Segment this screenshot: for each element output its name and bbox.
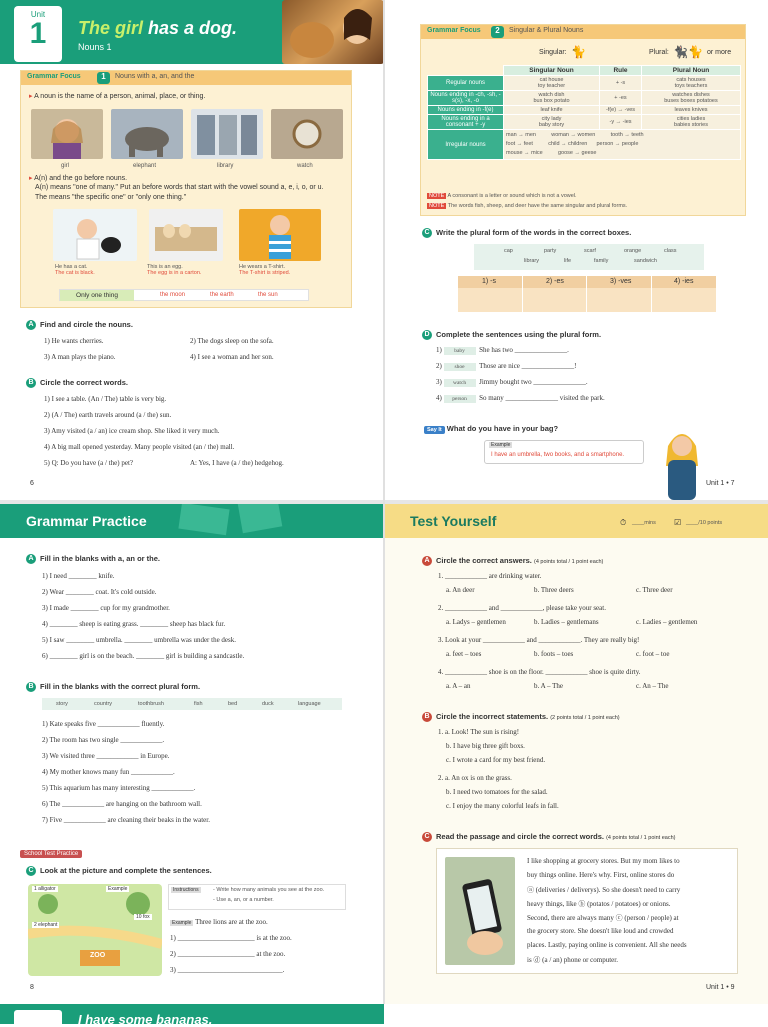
points-field: ____/10 points [686, 520, 723, 526]
practice-a-title: A Fill in the blanks with a, an or the. [26, 554, 160, 564]
unit-badge [14, 6, 62, 62]
caption-tshirt: He wears a T-shirt. The T-shirt is striped. [239, 264, 291, 276]
note-2: NOTE The words fish, sheep, and deer have the same singular and plural forms. [429, 203, 628, 209]
test-yourself-header [384, 504, 768, 538]
page-number: Unit 1 • 7 [706, 480, 735, 487]
next-page-right [384, 1004, 768, 1024]
exercise-d-item: 3) watch Jimmy bought two _______________. [436, 378, 588, 386]
boy-tshirt-image [239, 209, 321, 261]
exercise-a-item: 3) A man plays the piano. [44, 353, 116, 361]
test-a-option[interactable]: a. Ladys – gentlemen [446, 618, 506, 626]
article-rule-1: ▸ A(n) and the go before nouns. [29, 175, 128, 182]
exercise-a-item: 4) I see a woman and her son. [190, 353, 274, 361]
practice-b-item: 7) Five ____________ are cleaning their beaks in the water. [42, 816, 210, 824]
test-c-title: C Read the passage and circle the correct words. (4 points total / 1 point each) [422, 832, 675, 842]
caption-library: library [217, 163, 234, 169]
test-a-option[interactable]: c. Ladies – gentlemen [636, 618, 698, 626]
exercise-b-item: 1) I see a table. (An / The) table is very big. [44, 395, 167, 403]
test-a-option[interactable]: b. foots – toes [534, 650, 574, 658]
exercise-b-item: 4) A big mall opened yesterday. Many people visited (an / the) mall. [44, 443, 235, 451]
plural-rules-table: Singular Noun Rule Plural Noun Regular nouns cat house toy teacher + -s cats houses toys teachers Nouns ending in -ch, -sh, -s(s), -x, -o watch dish bus box potato + -es watches dishes buses boxes potatoes Nouns ending in -f(e) leaf knife -f(e) → -ves leaves knives Nouns ending in a consonant + -y city lady baby story -y → -ies cities ladies babies stories Irregular nouns man → men woman → women tooth → teeth foot → feet child → children person → people mouse → mice goose → geese [427, 65, 741, 160]
test-a-option[interactable]: a. feet – toes [446, 650, 482, 658]
caption-elephant: elephant [133, 163, 157, 169]
watch-image [271, 109, 343, 159]
exercise-b-item: A: Yes, I have (a / the) hedgehog. [190, 459, 284, 467]
test-b-title: B Circle the incorrect statements. (2 points total / 1 point each) [422, 712, 620, 722]
cat-icon: 🐈 [571, 45, 586, 59]
or-more-label: or more [707, 49, 732, 56]
practice-c-item: 2) ______________________ at the zoo. [170, 950, 286, 958]
exercise-c-title: C Write the plural form of the words in the correct boxes. [422, 228, 631, 238]
grammar-practice-header [0, 504, 384, 538]
exercise-d-item: 2) shoe Those are nice _______________! [436, 362, 577, 370]
cat-child-image [53, 209, 137, 261]
test-a-question: 3. Look at your ____________ and ____________. They are really big! [438, 636, 640, 644]
passage-line: the grocery store. She doesn't like loud and crowded [527, 927, 674, 935]
zoo-map: 1 alligator Example 10 fox 2 elephant ZOO [28, 884, 162, 976]
test-a-option[interactable]: b. Ladies – gentlemans [534, 618, 599, 626]
noun-definition: ▸ A noun is the name of a person, animal, place, or thing. [29, 93, 206, 100]
page-8 [0, 504, 384, 1004]
exercise-a-title: A Find and circle the nouns. [26, 320, 133, 330]
test-a-option[interactable]: b. Three deers [534, 586, 574, 594]
article-rule-2: A(n) means "one of many." Put an before words that start with the vowel sound a, e, i, o, or u. [35, 184, 324, 191]
page-number: 6 [30, 480, 34, 487]
instructions-box: Instructions - Write how many animals you see at the zoo. - Use a, an, or a number. [168, 884, 346, 910]
test-a-option[interactable]: c. foot – toe [636, 650, 670, 658]
caption-girl: girl [61, 163, 70, 169]
passage-line: buy things online. Here's why. First, online stores do [527, 871, 675, 879]
passage-line: is ⓓ (a / an) phone or computer. [527, 956, 618, 964]
passage-line: Second, there are always many ⓒ (person / people) at [527, 914, 679, 922]
word-bank: cap party scarf orange class library life family sandwich [474, 244, 704, 270]
test-b-statement[interactable]: b. I need two tomatoes for the salad. [446, 788, 548, 796]
exercise-a-item: 1) He wants cherries. [44, 337, 104, 345]
caption-watch: watch [297, 163, 313, 169]
only-one-thing-box: Only one thing the moon the earth the sun [59, 289, 309, 301]
test-b-statement[interactable]: b. I have big three gift boxs. [446, 742, 525, 750]
phone-shopping-image [445, 857, 515, 965]
exercise-d-title: D Complete the sentences using the plural form. [422, 330, 601, 340]
next-unit-title: I have some bananas. [78, 1012, 213, 1027]
practice-c-item: 3) ______________________________. [170, 966, 285, 974]
elephant-image [111, 109, 183, 159]
exercise-a-item: 2) The dogs sleep on the sofa. [190, 337, 274, 345]
test-a-option[interactable]: c. Three deer [636, 586, 673, 594]
grammar-practice-title: Grammar Practice [26, 513, 147, 529]
say-it-title: Say It What do you have in your bag? [424, 424, 558, 433]
test-a-question: 4. ____________ shoe is on the floor. ____________ shoe is quite dirty. [438, 668, 641, 676]
test-a-option[interactable]: b. A – The [534, 682, 564, 690]
library-image [191, 109, 263, 159]
note-1: NOTE A consonant is a letter or sound which is not a vowel. [429, 193, 577, 199]
page-6 [0, 0, 384, 500]
exercise-b-item: 2) (A / The) earth travels around (a / the) sun. [44, 411, 172, 419]
practice-a-item: 6) ________ girl is on the beach. ________ girl is building a sandcastle. [42, 652, 245, 660]
practice-a-item: 3) I made ________ cup for my grandmother. [42, 604, 170, 612]
practice-b-item: 3) We visited three ____________ in Europe. [42, 752, 170, 760]
practice-a-item: 5) I saw ________ umbrella. ________ umbrella was under the desk. [42, 636, 237, 644]
exercise-b-item: 3) Amy visited (a / an) ice cream shop. She liked it very much. [44, 427, 220, 435]
test-yourself-title: Test Yourself [410, 513, 497, 529]
next-page-strip [0, 1004, 384, 1027]
clock-icon: ⏱ [620, 518, 627, 527]
example-bubble: Example I have an umbrella, two books, and a smartphone. [484, 440, 644, 464]
article-rule-3: The means "the specific one" or "only one thing." [35, 194, 187, 201]
egg-carton-image [149, 209, 223, 261]
plural-sort-grid: 1) -s 2) -es 3) -ves 4) -ies [458, 276, 716, 312]
caption-egg: This is an egg. The egg is in a carton. [147, 264, 202, 276]
school-test-practice-tag: School Test Practice [20, 850, 82, 858]
practice-b-item: 5) This aquarium has many interesting ____________. [42, 784, 196, 792]
girl-with-dog-photo [282, 0, 384, 64]
exercise-d-item: 1) baby She has two _______________. [436, 346, 569, 354]
unit-number: 1 [29, 17, 47, 50]
passage-line: ⓐ (deliveries / deliverys). So she doesn't need to carry [527, 886, 681, 894]
practice-c-title: C Look at the picture and complete the sentences. [26, 866, 212, 876]
exercise-b-item: 5) Q: Do you have (a / the) pet? [44, 459, 134, 467]
spine-divider [383, 0, 385, 1004]
practice-b-item: 6) The ____________ are hanging on the bathroom wall. [42, 800, 202, 808]
test-a-question: 2. ____________ and ____________, please take your seat. [438, 604, 606, 612]
test-a-title: A Circle the correct answers. (4 points total / 1 point each) [422, 556, 603, 566]
test-a-option[interactable]: c. An – The [636, 682, 669, 690]
page-number: Unit 1 • 9 [706, 984, 735, 991]
unit-subtitle: Nouns 1 [78, 42, 112, 52]
passage-box [436, 848, 738, 974]
test-a-question: 1. ____________ are drinking water. [438, 572, 542, 580]
passage-line: I like shopping at grocery stores. But my mom likes to [527, 857, 680, 865]
practice-c-example: Example Three lions are at the zoo. [172, 918, 268, 926]
page-7 [384, 0, 768, 500]
page-number: 8 [30, 984, 34, 991]
unit-label: Unit [30, 10, 46, 19]
page-9 [384, 504, 768, 1004]
mins-field: ____mins [632, 520, 656, 526]
test-a-option[interactable]: a. A – an [446, 682, 471, 690]
practice-a-item: 1) I need ________ knife. [42, 572, 115, 580]
test-b-statement[interactable]: c. I enjoy the many colorful leafs in fall. [446, 802, 559, 810]
test-b-statement[interactable]: c. I wrote a card for my best friend. [446, 756, 546, 764]
test-b-statement[interactable]: 2. a. An ox is on the grass. [438, 774, 512, 782]
practice-b-item: 1) Kate speaks five ____________ fluently. [42, 720, 165, 728]
test-b-statement[interactable]: 1. a. Look! The sun is rising! [438, 728, 520, 736]
woman-illustration [660, 426, 704, 500]
passage-line: places. Lastly, paying online is convenient. All she needs [527, 941, 687, 949]
test-a-option[interactable]: a. An deer [446, 586, 475, 594]
cats-icon: 🐈‍⬛🐈 [673, 45, 703, 59]
practice-c-item: 1) ______________________ is at the zoo. [170, 934, 292, 942]
practice-b-title: B Fill in the blanks with the correct plural form. [26, 682, 200, 692]
plural-word-bank: story country toothbrush fish bed duck language [42, 698, 342, 710]
unit-title: The girl has a dog. [78, 18, 238, 38]
practice-a-item: 4) ________ sheep is eating grass. ________ sheep has black fur. [42, 620, 226, 628]
singular-label: Singular: [539, 49, 567, 56]
exercise-b-title: B Circle the correct words. [26, 378, 128, 388]
practice-a-item: 2) Wear ________ coat. It's cold outside. [42, 588, 157, 596]
plural-label: Plural: [649, 49, 669, 56]
girl-image [31, 109, 103, 159]
practice-b-item: 2) The room has two single ____________. [42, 736, 165, 744]
checkbox-icon: ☑ [674, 518, 682, 527]
passage-line: heavy things, like ⓑ (potatos / potatoes) or onions. [527, 900, 671, 908]
dog-icon [282, 0, 384, 64]
exercise-d-item: 4) person So many _______________ visited the park. [436, 394, 605, 402]
grammar-focus-2: Grammar Focus 2 Singular & Plural Nouns Singular: 🐈 Plural: 🐈‍⬛🐈 or more Singular Noun Rule Plural Noun Regular nouns cat house toy teacher + -s cats houses toys teachers Nouns ending in -ch, -sh, -s(s), -x, -o watch dish bus box potato + -es watches dishes buses boxes potatoes Nouns ending in -f(e) leaf knife -f(e) → -ves leaves knives Nouns ending in a consonant + -y city lady baby story -y → -ies cities ladies babies stories Irregular nouns man → men woman → women tooth → teeth foot → feet child → children person → people mouse → mice goose → geese NOTE A consonant is a letter or sound which is not a vowel. NOTE The words fish, sheep, and deer have the same singular and plural forms. [420, 24, 746, 216]
caption-cat: He has a cat. The cat is black. [55, 264, 95, 276]
practice-b-item: 4) My mother knows many fun ____________. [42, 768, 175, 776]
grammar-focus-1: Grammar Focus 1 Nouns with a, an, and the ▸ A noun is the name of a person, animal, place, or thing. girl elephant library watch ▸ A(n) and the go before nouns. A(n) means "one of many." Put an before words that start with the vowel sound a, e, i, o, or u. The means "the specific one" or "only one thing." He has a cat. The cat is black. This is an egg. The egg is in a carton. He wears a T-shirt. The T-shirt is striped. Only one thing the moon the earth the sun [20, 70, 352, 308]
